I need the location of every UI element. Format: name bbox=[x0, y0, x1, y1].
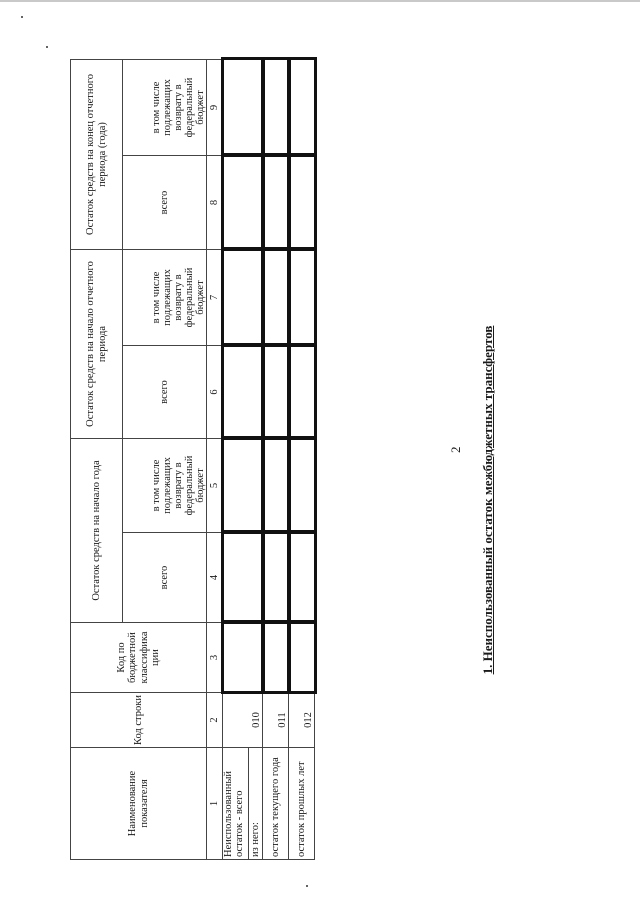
input-cell[interactable] bbox=[289, 623, 315, 693]
row-name: из него: bbox=[249, 748, 263, 860]
col-number: 5 bbox=[207, 439, 223, 533]
table-row bbox=[289, 60, 315, 860]
header-end-period: Остаток средств на конец отчетного периода (года) bbox=[71, 60, 123, 250]
input-cell[interactable] bbox=[263, 250, 289, 346]
header-code-row: Код строки bbox=[71, 693, 207, 748]
input-cell[interactable] bbox=[289, 533, 315, 623]
header-start-year: Остаток средств на начало года bbox=[71, 439, 123, 623]
input-cell[interactable] bbox=[289, 60, 315, 156]
input-cell[interactable] bbox=[289, 439, 315, 533]
col-number: 2 bbox=[207, 693, 223, 748]
col-number: 9 bbox=[207, 60, 223, 156]
input-cell[interactable] bbox=[289, 250, 315, 346]
header-to-return: в том числе подлежащих возврату в федеральный бюджет bbox=[123, 60, 207, 156]
section-title: 1. Неиспользованный остаток межбюджетных трансфертов bbox=[480, 325, 495, 675]
header-start-period: Остаток средств на начало отчетного периода bbox=[71, 250, 123, 439]
row-name: Неиспользованный остаток - всего bbox=[223, 748, 249, 860]
row-code: 012 bbox=[289, 693, 315, 748]
col-number: 4 bbox=[207, 533, 223, 623]
input-cell[interactable] bbox=[263, 60, 289, 156]
row-code: 011 bbox=[263, 693, 289, 748]
table-row bbox=[223, 60, 249, 860]
header-to-return: в том числе подлежащих возврату в федеральный бюджет bbox=[123, 439, 207, 533]
input-cell[interactable] bbox=[223, 346, 263, 439]
input-cell[interactable] bbox=[263, 346, 289, 439]
col-number: 7 bbox=[207, 250, 223, 346]
col-number: 3 bbox=[207, 623, 223, 693]
row-name: остаток прошлых лет bbox=[289, 748, 315, 860]
header-total: всего bbox=[123, 156, 207, 250]
input-cell[interactable] bbox=[223, 156, 263, 250]
input-cell[interactable] bbox=[223, 250, 263, 346]
input-cell[interactable] bbox=[223, 439, 263, 533]
input-cell[interactable] bbox=[263, 156, 289, 250]
header-total: всего bbox=[123, 533, 207, 623]
input-cell[interactable] bbox=[289, 156, 315, 250]
header-name: Наименование показателя bbox=[71, 748, 207, 860]
col-number: 6 bbox=[207, 346, 223, 439]
input-cell[interactable] bbox=[263, 439, 289, 533]
table-row bbox=[263, 60, 289, 860]
input-cell[interactable] bbox=[223, 60, 263, 156]
header-code-budget: Код по бюджетной классифика ции bbox=[71, 623, 207, 693]
input-cell[interactable] bbox=[289, 346, 315, 439]
input-cell[interactable] bbox=[223, 623, 263, 693]
col-number: 1 bbox=[207, 748, 223, 860]
row-name: остаток текущего года bbox=[263, 748, 289, 860]
header-total: всего bbox=[123, 346, 207, 439]
row-code: 010 bbox=[223, 693, 263, 748]
input-cell[interactable] bbox=[263, 533, 289, 623]
col-number: 8 bbox=[207, 156, 223, 250]
transfers-table bbox=[70, 59, 315, 860]
page-number: 2 bbox=[448, 446, 463, 453]
header-to-return: в том числе подлежащих возврату в федеральный бюджет bbox=[123, 250, 207, 346]
input-cell[interactable] bbox=[263, 623, 289, 693]
input-cell[interactable] bbox=[223, 533, 263, 623]
